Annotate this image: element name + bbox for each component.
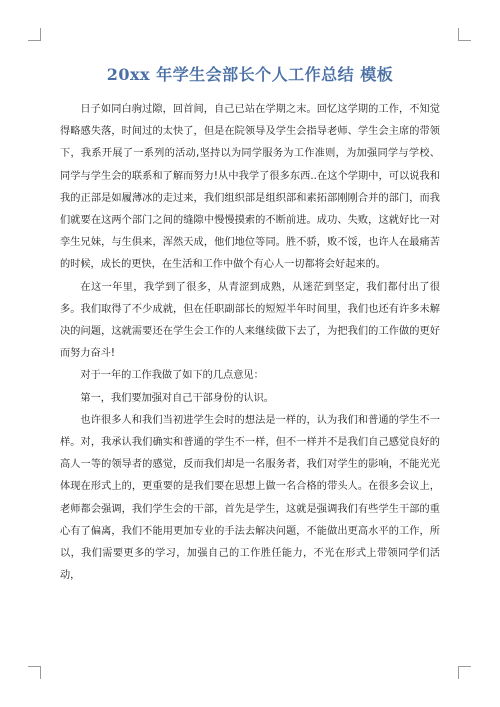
paragraph-4: 第一，我们要加强对自己干部身份的认识。 (80, 392, 274, 404)
crop-mark-top-left (28, 28, 41, 41)
crop-mark-top-right (458, 28, 471, 41)
paragraph-5: 也许很多人和我们当初进学生会时的想法是一样的，认为我们和普通的学生不一样。对，我承认我们确实和普通的学生不一样，但不一样并不是我们自己感觉良好的高人一等的领导者的感觉，反而我们却是一名服务者，我们对学生的影响，不能光光体现在形式上的，更重要的是我们要在思想上做一名合格的带头人。在很多会议上，老师都会强调，我们学生会的干部，首先是学生，这就是强调我们有些学生干部的重心有了偏离，我们不能用更加专业的手法去解决问题，不能做出更高水平的工作，所以，我们需要更多的学习，加强自己的工作胜任能力，不光在形式上带领同学们活动， (60, 414, 440, 582)
paragraph-1: 日子如同白驹过隙，回首间，自己已站在学期之末。回忆这学期的工作，不知觉得略感失落，时间过的太快了，但是在院领导及学生会指导老师、学生会主席的带领下，我系开展了一系列的活动,坚持以为同学服务为工作准则，为加强同学与学校、同学与学生会的联系和了解而努力!从中我学了很多东西..在这个学期中，可以说我和我的正部是如履薄冰的走过来，我们组织部是组织部和素拓部刚刚合并的部门，而我们就要在这两个部门之间的缝隙中慢慢摸索的不断前进。成功、失败，这就好比一对孪生兄妹，与生俱来，浑然天成，他们地位等同。胜不骄，败不馁，也许人在最痛苦的时候，成长的更快，在生活和工作中做个有心人一切都将会好起来的。 (60, 104, 440, 271)
crop-mark-bottom-left (28, 666, 41, 679)
document-title: 20xx 年学生会部长个人工作总结 模板 (106, 65, 394, 84)
paragraph-2: 在这一年里，我学到了很多，从青涩到成熟，从迷茫到坚定，我们都付出了很多。我们取得了不少成就，但在任职副部长的短短半年时间里，我们也还有许多未解决的问题，这就需要还在学生会工作的人来继续做下去了，为把我们的工作做的更好而努力奋斗! (60, 281, 440, 360)
crop-mark-bottom-right (458, 666, 471, 679)
paragraph-3: 对于一年的工作我做了如下的几点意见： (80, 370, 264, 382)
document-body (60, 99, 440, 587)
